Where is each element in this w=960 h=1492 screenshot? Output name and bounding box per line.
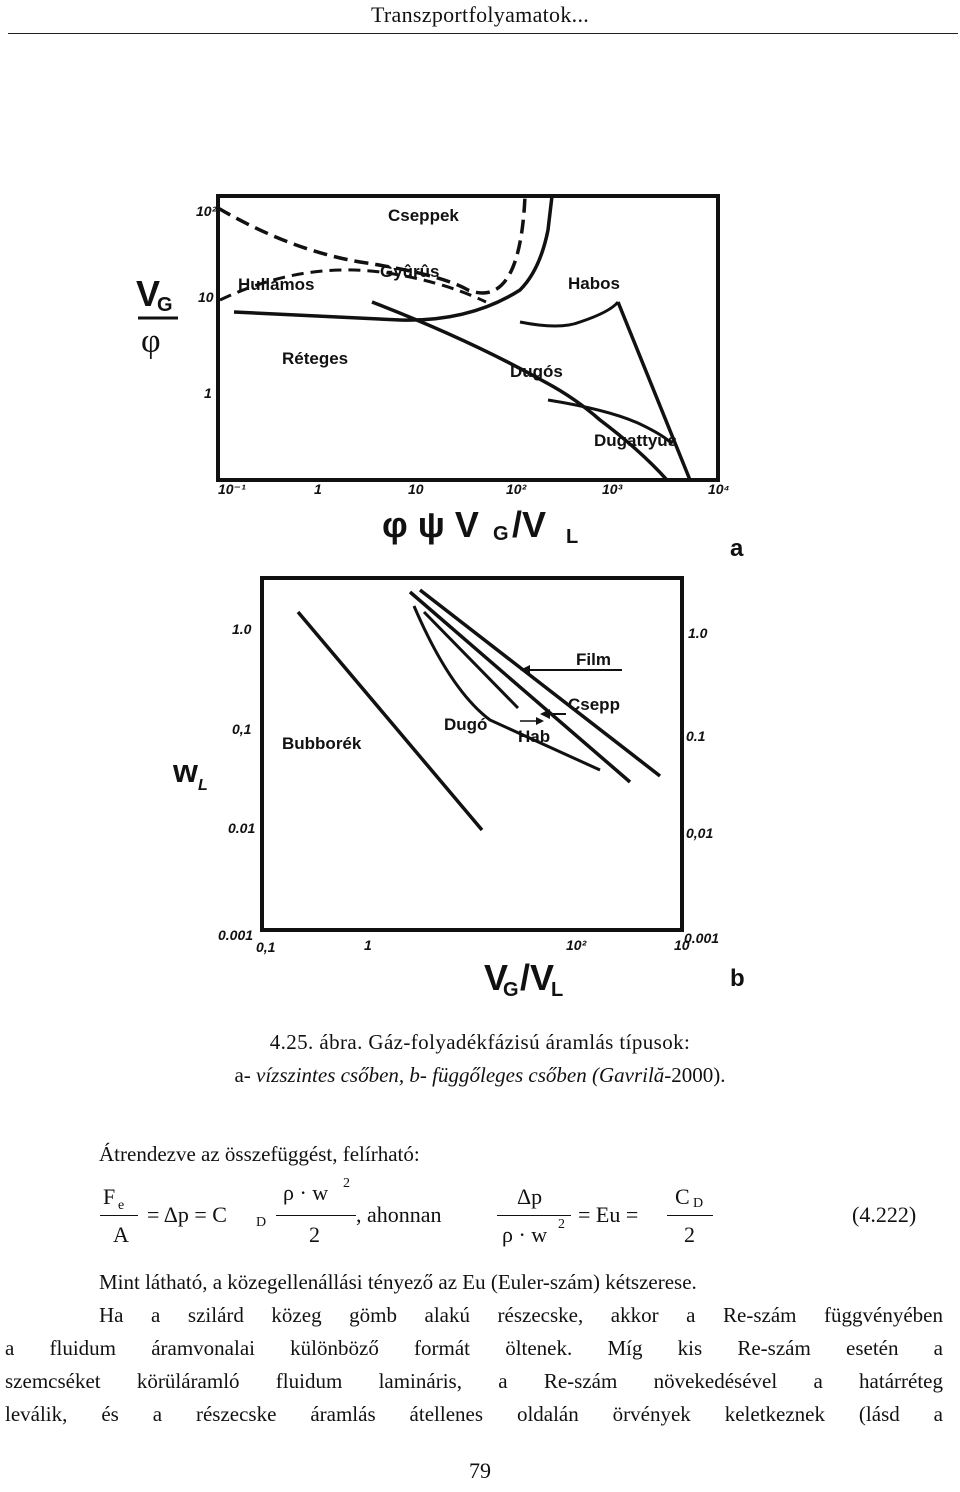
figure-b-ytick-left-0: 1.0 [232,621,252,637]
figure-b-xlabel-sub1: G [503,979,519,1001]
body-line-4: szemcséket körüláramló fluidum lamináris, a Re-szám növekedésével a határréteg [5,1369,943,1393]
eq-two-b: 2 [684,1222,695,1247]
figure-a-ytick-1: 1 [204,385,212,401]
body-line-5: leválik, és a részecske áramlás átellenes oldalán örvények keletkeznek (lásd a [5,1402,943,1426]
figure-b-boundary-hab [424,612,518,708]
body-line-2: Ha a szilárd közeg gömb alakú részecske, akkor a Re-szám függvényében [99,1303,943,1327]
figure-a-panel-letter: a [730,535,744,562]
figure-a-boundary-habos [520,302,618,326]
figure-b-ytick-left-3: 0.001 [218,927,254,943]
eq-frac-fe-a [100,1215,138,1216]
figure-a-xlabel-sub2: L [566,526,579,548]
figure-caption-line1: 4.25. ábra. Gáz-folyadékfázisú áramlás típusok: [269,1030,691,1054]
figure-a-xtick-2: 10 [408,481,424,497]
figure-b-ytick-left-1: 0,1 [232,721,252,737]
page-number: 79 [469,1458,491,1483]
figure-a-boundary-reteges [372,302,667,480]
figure-b-label-film: Film [576,650,611,669]
figure-b-xlabel-mid: /V [520,957,555,998]
figure-b-label-csepp: Csepp [568,695,620,714]
figure-a-xtick-4: 10³ [602,481,623,497]
figure-b-xlabel-sub2: L [551,979,564,1001]
figure-a-xtick-3: 10² [506,481,527,497]
eq-dp-cd: = Δp = C [147,1202,227,1227]
eq-frac-dp [497,1215,571,1216]
eq-eu: = Eu = [578,1202,639,1227]
running-header: Transzportfolyamatok... [370,2,590,27]
figure-b-label-dugo: Dugó [444,715,488,734]
figure-b-label-bubborek: Bubborék [282,734,362,753]
figure-a-xtick-0: 10⁻¹ [218,481,246,497]
body-paragraph [5,1266,943,1431]
figure-a-boundary-dugos [618,302,690,480]
eq-rho-w-sq: 2 [343,1176,350,1191]
figure-b-boundary-csepp [410,592,630,782]
figure-b-xtick-2: 10² [566,937,587,953]
figure-b-ylabel: w [173,753,198,789]
eq-ahonnan: , ahonnan [356,1202,442,1227]
figure-a-label-dugos: Dugós [510,362,563,381]
caption-prefix: a- [234,1063,257,1087]
figure-a-xlabel: φ ψ V [382,504,479,545]
figure-b-xtick-0: 0,1 [256,939,276,955]
figure-a-label-cseppek: Cseppek [388,206,459,225]
figure-b-arrowhead-hab [536,717,544,725]
equation-intro: Átrendezve az összefüggést, felírható: [99,1142,420,1166]
figure-a-label-habos: Habos [568,274,620,293]
eq-cd2-sub: D [693,1196,704,1211]
figure-b-ytick-right-1: 0.1 [686,728,706,744]
caption-italic: vízszintes csőben, b- függőleges csőben (Gavrilă- [256,1063,672,1087]
figure-caption-line2 [0,1063,960,1088]
eq-rho-w: ρ · w [283,1180,329,1205]
figure-a-label-dugattyus: Dugattyus [594,431,678,450]
figure-b-ytick-right-0: 1.0 [688,625,708,641]
figure-a-ytick-100: 10² [196,203,217,219]
body-line-3: a fluidum áramvonalai különböző formát öltenek. Míg kis Re-szám esetén a [5,1336,943,1360]
eq-frac-cd [667,1215,713,1216]
eq-fe: F [103,1184,116,1209]
figure-a [136,196,744,562]
figure-a-xlabel-mid: /V [512,504,547,545]
figure-b-ytick-right-2: 0,01 [686,825,714,841]
eq-number: (4.222) [852,1202,917,1227]
figure-b [172,578,745,1001]
figure-a-xlabel-sub1: G [493,523,509,545]
eq-rho-w-den: ρ · w [502,1222,548,1247]
figure-a-label-gyurus: Gyûrûs [380,262,440,281]
figure-a-label-reteges: Réteges [282,349,349,368]
eq-two-a: 2 [309,1222,320,1247]
equation-4-222 [0,1176,960,1270]
body-line-1: Mint látható, a közegellenállási tényező az Eu (Euler-szám) kétszerese. [99,1270,697,1294]
figure-b-ytick-right-3: 0.001 [684,930,720,946]
figure-b-xtick-3: 10 [674,937,690,953]
figure-b-panel-letter: b [730,965,745,992]
figure-b-ylabel-sub: L [198,777,208,794]
figure-a-xtick-5: 10⁴ [708,481,730,497]
figure-b-label-hab: Hab [518,727,551,746]
eq-rho-w-den-sq: 2 [558,1217,565,1232]
figure-a-ytick-10: 10 [198,289,214,305]
eq-fe-sub: e [118,1198,125,1213]
eq-frac-rho [276,1215,356,1216]
eq-a: A [113,1222,129,1247]
figure-b-xtick-1: 1 [364,937,372,953]
eq-cd-sub: D [256,1215,267,1230]
figure-a-xtick-1: 1 [314,481,322,497]
eq-dp: Δp [517,1184,543,1209]
figure-b-ytick-left-2: 0.01 [228,820,256,836]
figure-a-label-hullamos: Hullámos [238,275,315,294]
figure-a-ylabel-bottom: φ [141,323,161,360]
figure-a-ylabel-top: V [136,273,161,314]
eq-cd2: C [675,1184,690,1209]
caption-year: 2000). [671,1063,726,1087]
figure-b-xlabel: V [484,957,509,998]
figure-a-ylabel-top-sub: G [157,294,173,316]
